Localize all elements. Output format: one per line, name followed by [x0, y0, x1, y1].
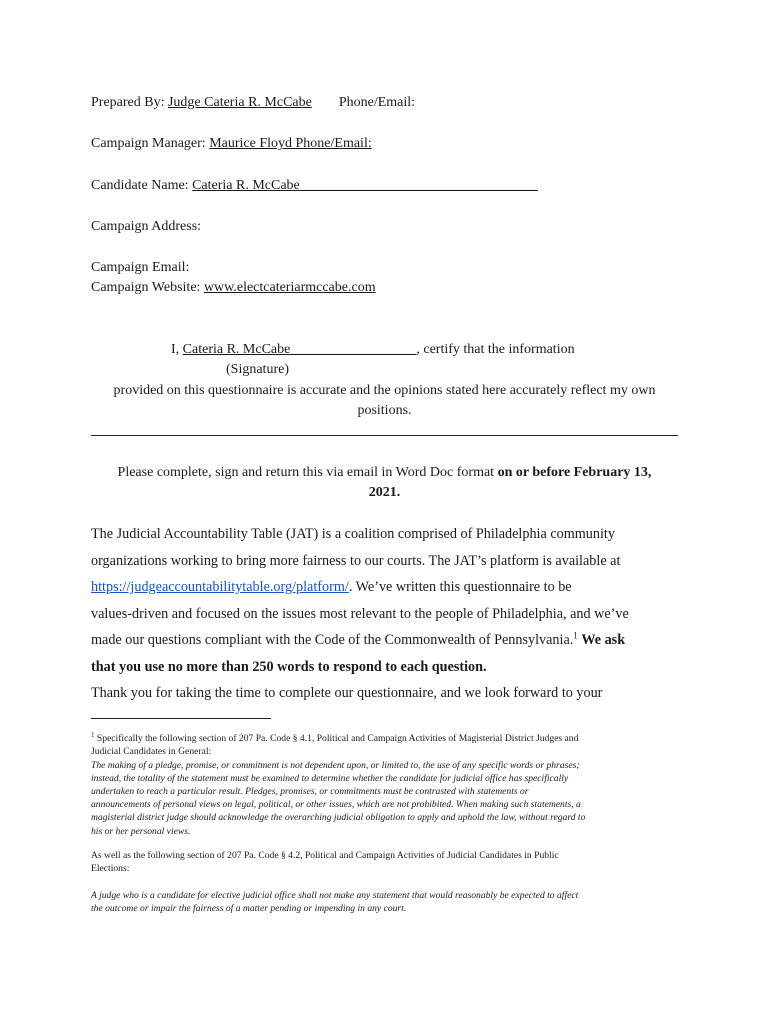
campaign-website-link[interactable]: www.electcateriarmccabe.com	[203, 280, 376, 295]
signature-label: (Signature)	[226, 362, 289, 377]
body-line-5-text: made our questions compliant with the Code of the Commonwealth of Pennsylvania.	[91, 632, 574, 648]
certification-line-3: positions.	[357, 403, 412, 418]
campaign-address-line	[91, 218, 201, 236]
phone-email-label: Phone/Email:	[338, 95, 416, 110]
certification-line	[171, 341, 575, 359]
prepared-by-value: Judge Cateria R. McCabe	[167, 95, 312, 110]
campaign-manager-line	[91, 135, 372, 153]
footnote-reference[interactable]: 1	[573, 630, 578, 641]
campaign-address-label: Campaign Address:	[91, 219, 202, 234]
body-line-7: Thank you for taking the time to complete our questionnaire, and we look forward to your	[91, 685, 603, 701]
prepared-by-label: Prepared By:	[91, 95, 165, 110]
footnote-divider	[91, 718, 271, 719]
candidate-name-label: Candidate Name:	[91, 178, 189, 193]
body-line-1: The Judicial Accountability Table (JAT) is a coalition comprised of Philadelphia community	[91, 526, 615, 542]
body-line-4: values-driven and focused on the issues most relevant to the people of Philadelphia, and we’ve	[91, 605, 629, 622]
footnote-quote-5: magisterial district judge should acknowledge the overarching judicial obligation to apply and uphold the law, without regard to	[91, 812, 586, 824]
footnote-second-1: As well as the following section of 207 Pa. Code § 4.2, Political and Campaign Activities of Judicial Candidates in Public	[91, 850, 559, 861]
candidate-name-line	[91, 177, 538, 195]
footnote-intro-1: Specifically the following section of 207 Pa. Code § 4.1, Political and Campaign Activities of Magisterial District Judges and	[96, 733, 579, 745]
campaign-email-label: Campaign Email:	[91, 260, 190, 275]
certification-prefix: I,	[171, 342, 180, 357]
footnote-marker: 1	[91, 731, 95, 739]
body-line-5	[91, 627, 681, 654]
footnote-quote-4: announcements of personal views on legal, political, or other issues, which are not prohibited. When making such statements, a	[91, 799, 581, 811]
footnote-quote-6: his or her personal views.	[91, 825, 191, 837]
footnote-second-section	[91, 849, 676, 875]
campaign-manager-label: Campaign Manager:	[91, 136, 206, 151]
footnote-second-2: Elections:	[91, 863, 130, 875]
certification-name: Cateria R. McCabe__________________	[182, 342, 417, 357]
word-limit-line: that you use no more than 250 words to respond to each question.	[91, 658, 487, 675]
campaign-manager-value: Maurice Floyd Phone/Email:	[209, 136, 372, 151]
jat-platform-link[interactable]: https://judgeaccountabilitytable.org/platform/	[91, 579, 349, 595]
footnote-quote-1: The making of a pledge, promise, or commitment is not dependent upon, or limited to, the use of any specific words or phrases;	[91, 759, 580, 771]
campaign-email-line	[91, 259, 189, 277]
footnote-quote-2: instead, the totality of the statement must be examined to determine whether the candidate for judicial office has specifically	[91, 772, 569, 784]
instruction-text: Please complete, sign and return this via email in Word Doc format	[117, 465, 495, 480]
certification-line-2: provided on this questionnaire is accurate and the opinions stated here accurately reflect my own	[113, 383, 656, 398]
certification-suffix: , certify that the information	[416, 342, 575, 357]
body-line-3-text: . We’ve written this questionnaire to be	[348, 579, 572, 595]
instruction-line-1	[91, 464, 678, 482]
campaign-website-line	[91, 279, 376, 297]
footnote-1	[91, 729, 676, 838]
footnote-intro-2: Judicial Candidates in General:	[91, 746, 212, 758]
word-limit-start: We ask	[581, 632, 626, 648]
section-divider	[91, 435, 678, 436]
instruction-deadline-year: 2021.	[368, 485, 401, 500]
instruction-deadline: on or before February 13,	[497, 465, 652, 480]
prepared-by-line	[91, 94, 415, 112]
footnote-quote-3: undertaken to reach a particular result. Pledges, promises, or commitments must be contrasted with statements or	[91, 786, 529, 797]
candidate-name-value: Cateria R. McCabe__________________________________	[192, 178, 538, 193]
body-line-3	[91, 574, 681, 601]
footnote-second-quote-1: A judge who is a candidate for elective judicial office shall not make any statement that would reasonably be expected to affect	[91, 890, 579, 901]
body-line-2: organizations working to bring more fairness to our courts. The JAT’s platform is available at	[91, 552, 621, 569]
jat-intro-paragraph	[91, 521, 681, 707]
footnote-second-quote	[91, 889, 676, 915]
footnote-second-quote-2: the outcome or impair the fairness of a matter pending or impending in any court.	[91, 903, 407, 915]
campaign-website-label: Campaign Website:	[91, 280, 201, 295]
